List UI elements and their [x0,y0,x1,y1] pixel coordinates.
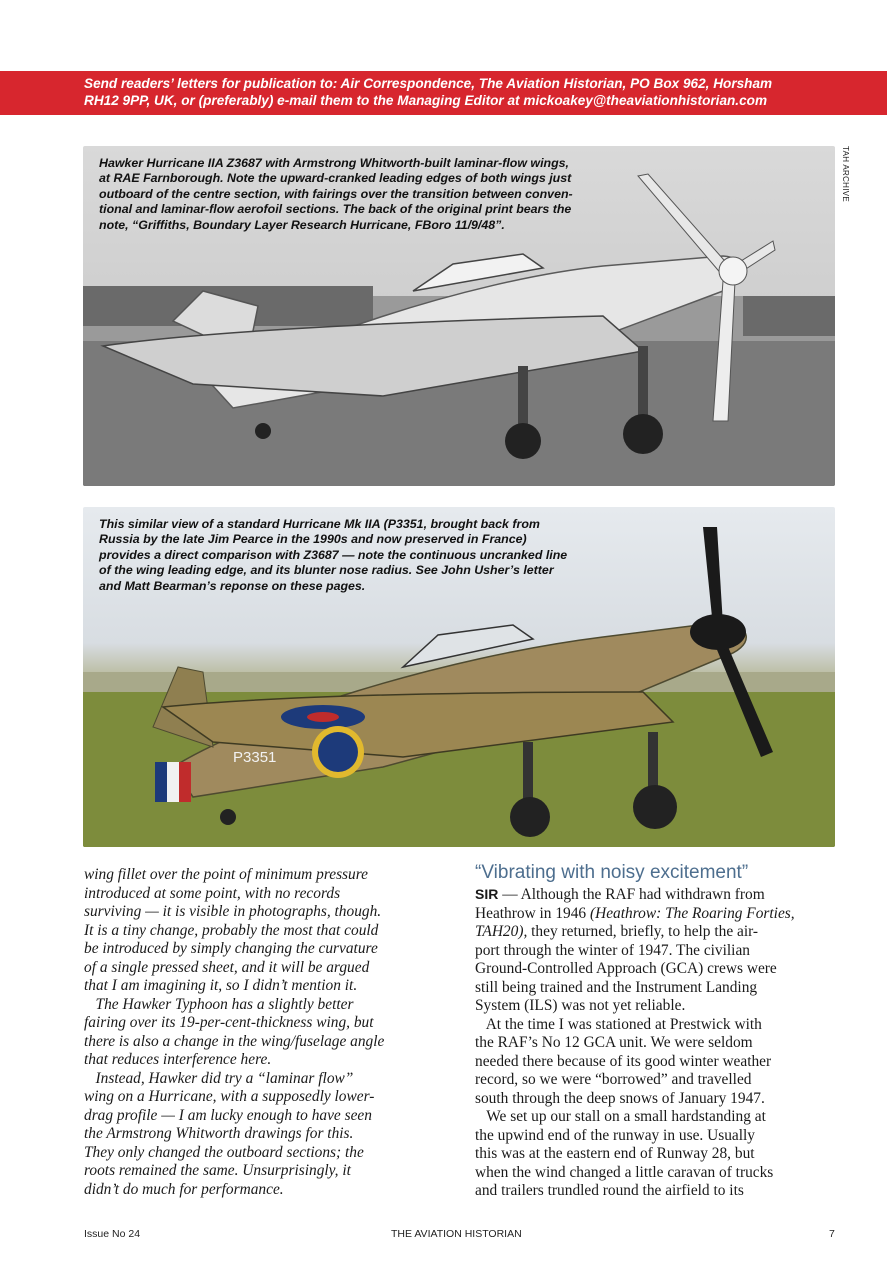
text-line: this was at the eastern end of Runway 28, but [475,1145,755,1162]
caption-line: Russia by the late Jim Pearce in the 1990s and now preserved in France) [99,532,527,547]
text-line: It is a tiny change, probably the most that could [84,921,379,939]
text-line: needed there because of its good winter weather [475,1052,772,1070]
caption-line: of the wing leading edge, and its blunter nose radius. See John Usher’s letter [99,563,554,578]
text-line: be introduced by simply changing the curvature [84,940,378,957]
text-fragment: they returned, briefly, to help the air- [527,923,759,940]
text-line: Instead, Hawker did try a “laminar flow” [84,1069,354,1087]
caption-line: tional and laminar-flow aerofoil sections. The back of the original print bears the [99,202,572,217]
caption-line: outboard of the centre section, with fairings over the transition between conven- [99,186,573,201]
text-line: still being trained and the Instrument Landing [475,978,758,996]
text-line: that I am imagining it, so I didn’t mention it. [84,977,358,994]
aircraft-serial: P3351 [233,749,277,766]
right-column-letter [475,862,837,1201]
text-line: when the wind changed a little caravan of trucks [475,1163,774,1181]
text-line: that reduces interference here. [84,1051,272,1068]
text-line: port through the winter of 1947. The civilian [475,941,750,959]
caption-line: note, “Griffiths, Boundary Layer Research Hurricane, FBoro 11/9/48”. [99,217,505,232]
left-column-text [84,866,442,1199]
text-line [475,905,837,924]
text-line [475,885,837,905]
text-line: System (ILS) was not yet reliable. [475,997,686,1014]
text-line: wing on a Hurricane, with a supposedly lower- [84,1088,375,1105]
photo-hurricane-z3687 [83,146,835,486]
text-line: surviving — it is visible in photographs, though. [84,903,382,920]
text-line: record, so we were “borrowed” and travelled [475,1071,752,1088]
footer-issue: Issue No 24 [84,1228,141,1240]
banner-line-1: Send readers’ letters for publication to: Air Correspondence, The Aviation Historian, PO Box 962, Horsham [84,76,773,91]
caption-line: This similar view of a standard Hurricane Mk IIA (P3351, brought back from [99,517,540,531]
text-line: the upwind end of the runway in use. Usually [475,1126,755,1144]
letter-heading: “Vibrating with noisy excitement” [475,862,749,883]
text-line: roots remained the same. Unsurprisingly, it [84,1162,351,1179]
caption-line: and Matt Bearman’s reponse on these pages. [99,578,366,593]
article-reference: (Heathrow: The Roaring Forties, [589,904,795,922]
text-line: and trailers trundled round the airfield to its [475,1182,744,1199]
text-line: fairing over its 19-per-cent-thickness wing, but [84,1014,374,1031]
text-line: introduced at some point, with no records [84,884,341,902]
photo2-caption [99,517,567,594]
text-line: The Hawker Typhoon has a slightly better [84,995,354,1013]
text-line: the Armstrong Whitworth drawings for this. [84,1125,354,1142]
text-line: At the time I was stationed at Prestwick with [475,1015,762,1033]
text-line: didn’t do much for performance. [84,1180,284,1198]
footer-page-number: 7 [829,1228,835,1240]
caption-line: at RAE Farnborough. Note the upward-cranked leading edges of both wings just [99,171,572,186]
text-line: south through the deep snows of January 1947. [475,1089,765,1107]
caption-line: Hawker Hurricane IIA Z3687 with Armstrong Whitworth-built laminar-flow wings, [99,156,569,170]
salutation: SIR [475,886,499,902]
text-line: They only changed the outboard sections; the [84,1143,364,1161]
article-reference: TAH20), [475,923,528,940]
text-line: Ground-Controlled Approach (GCA) crews were [475,960,777,977]
text-line: there is also a change in the wing/fuselage angle [84,1032,385,1050]
text-line: drag profile — I am lucky enough to have seen [84,1106,372,1124]
photo-hurricane-p3351 [83,507,835,847]
text-fragment: Heathrow in 1946 [475,904,590,922]
caption-line: provides a direct comparison with Z3687 — note the continuous uncranked line [99,547,568,562]
text-line [475,923,837,942]
text-line: of a single pressed sheet, and it will be argued [84,958,370,976]
text-line: wing fillet over the point of minimum pressure [84,866,368,883]
footer-magazine-title: THE AVIATION HISTORIAN [391,1228,522,1240]
banner-line-2: RH12 9PP, UK, or (preferably) e-mail them to the Managing Editor at mickoakey@theaviationhistorian.com [84,93,768,108]
text-line: We set up our stall on a small hardstanding at [475,1108,766,1125]
submission-banner [0,71,887,115]
text-line: the RAF’s No 12 GCA unit. We were seldom [475,1034,753,1051]
text-fragment: — Although the RAF had withdrawn from [498,886,765,903]
photo1-caption [99,156,573,233]
photo-credit: TAH ARCHIVE [841,146,850,203]
